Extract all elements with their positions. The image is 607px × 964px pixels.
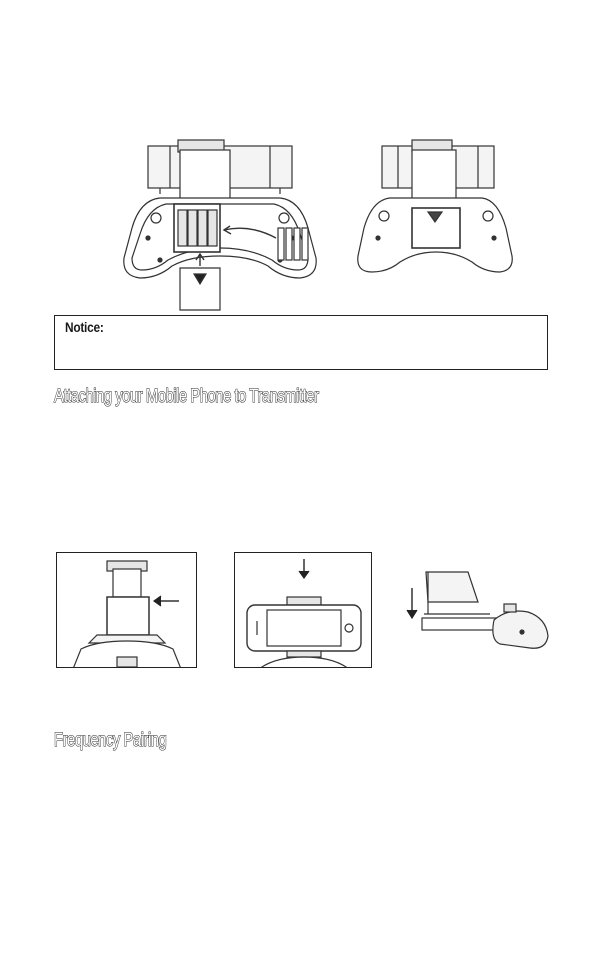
section-heading-attach-phone: Attaching your Mobile Phone to Transmitter	[54, 386, 319, 407]
transmitter-side-view-illustration	[404, 566, 552, 652]
phone-holder-closeup-illustration	[57, 553, 197, 668]
phone-in-holder-illustration	[235, 553, 372, 668]
notice-box	[54, 315, 548, 370]
notice-label: Notice:	[65, 319, 104, 335]
transmitter-battery-open-illustration	[120, 138, 320, 313]
phone-in-holder-figure	[234, 552, 372, 668]
section-heading-frequency-pairing: Frequency Pairing	[54, 730, 167, 751]
transmitter-battery-closed-illustration	[354, 138, 514, 278]
phone-holder-closeup-figure	[56, 552, 197, 668]
